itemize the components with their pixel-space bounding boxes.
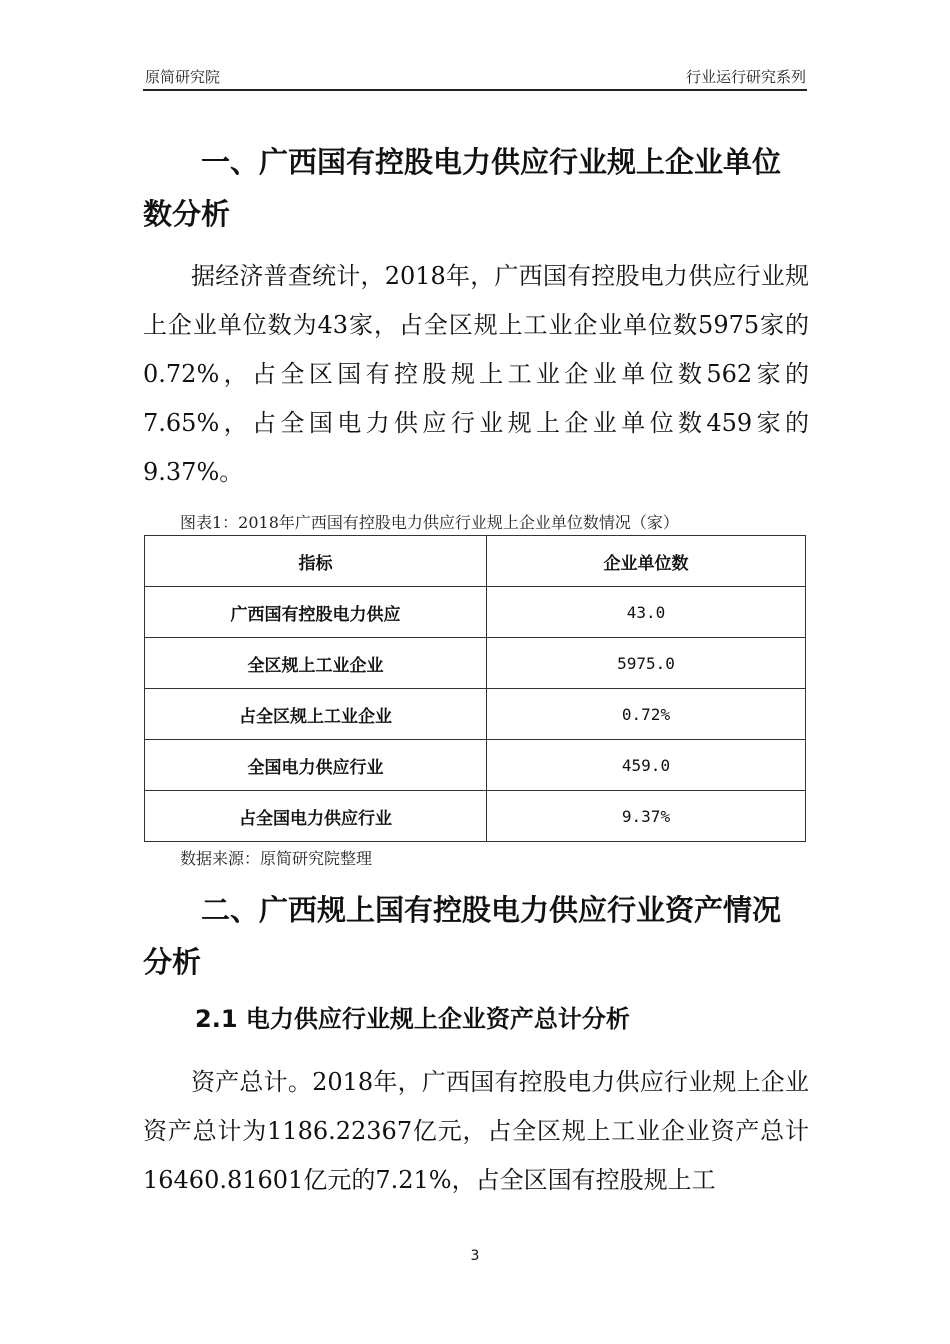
table-row [145, 638, 806, 689]
table-cell-value: 0.72% [487, 689, 806, 740]
table-row [145, 740, 806, 791]
table-header-count: 企业单位数 [487, 536, 806, 587]
table-caption: 图表1：2018年广西国有控股电力供应行业规上企业单位数情况（家） [180, 513, 679, 532]
header-left-text: 原简研究院 [145, 68, 221, 86]
section2-paragraph: 资产总计。2018年，广西国有控股电力供应行业规上企业资产总计为1186.22367亿元，占全区规上工业企业资产总计16460.81601亿元的7.21%，占全区国有控股规上工 [143, 1068, 809, 1194]
section2-heading: 二、广西规上国有控股电力供应行业资产情况分析 [143, 893, 782, 979]
section1-heading: 一、广西国有控股电力供应行业规上企业单位数分析 [143, 145, 782, 231]
table-cell-indicator: 占全区规上工业企业 [145, 689, 487, 740]
table-row [145, 689, 806, 740]
page-number: 3 [470, 1248, 480, 1264]
section2-subheading: 2.1 电力供应行业规上企业资产总计分析 [195, 1005, 630, 1033]
table-source-note: 数据来源：原简研究院整理 [180, 849, 373, 868]
section1-paragraph: 据经济普查统计，2018年，广西国有控股电力供应行业规上企业单位数为43家，占全区规上工业企业单位数5975家的0.72%，占全区国有控股规上工业企业单位数562家的7.65%，占全国电力供应行业规上企业单位数459家的9.37%。 [143, 262, 809, 486]
header-divider [143, 89, 807, 91]
table-cell-value: 5975.0 [487, 638, 806, 689]
table-header-row [145, 536, 806, 587]
table-cell-value: 459.0 [487, 740, 806, 791]
table-cell-value: 9.37% [487, 791, 806, 842]
table-cell-indicator: 占全国电力供应行业 [145, 791, 487, 842]
table-cell-indicator: 全国电力供应行业 [145, 740, 487, 791]
unit-count-table [144, 535, 806, 842]
table-row [145, 791, 806, 842]
table-cell-indicator: 广西国有控股电力供应 [145, 587, 487, 638]
table-cell-indicator: 全区规上工业企业 [145, 638, 487, 689]
header-right-text: 行业运行研究系列 [685, 68, 806, 86]
table-header-indicator: 指标 [145, 536, 487, 587]
table-cell-value: 43.0 [487, 587, 806, 638]
table-row [145, 587, 806, 638]
